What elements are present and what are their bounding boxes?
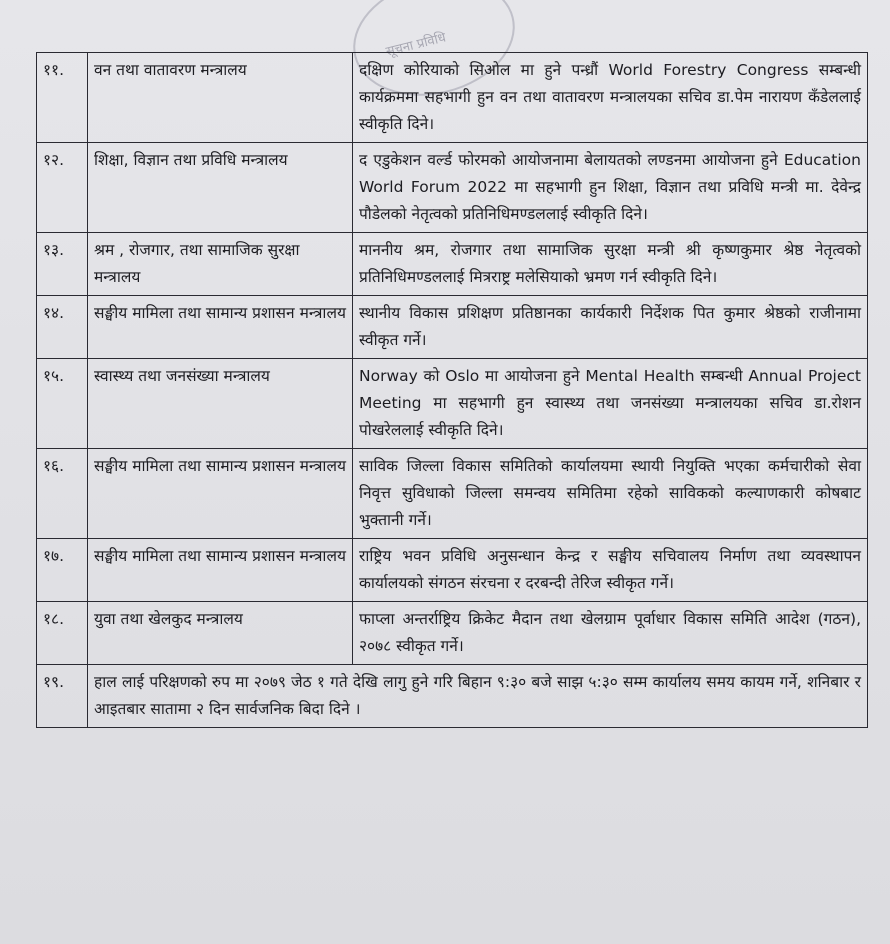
ministry-cell: युवा तथा खेलकुद मन्त्रालय: [88, 602, 353, 665]
decision-cell: साविक जिल्ला विकास समितिको कार्यालयमा स्थायी नियुक्ति भएका कर्मचारीको सेवा निवृत्त सुविधाको जिल्ला समन्वय समितिमा रहेको साविकको कल्याणकारी कोषबाट भुक्तानी गर्ने।: [353, 449, 868, 539]
ministry-cell: श्रम , रोजगार, तथा सामाजिक सुरक्षा मन्त्रालय: [88, 233, 353, 296]
decision-cell: Norway को Oslo मा आयोजना हुने Mental Health सम्बन्धी Annual Project Meeting मा सहभागी हुन स्वास्थ्य तथा जनसंख्या मन्त्रालयका सचिव डा.रोशन पोखरेललाई स्वीकृति दिने।: [353, 359, 868, 449]
table-row: [37, 539, 868, 602]
row-number: १३.: [37, 233, 88, 296]
decision-cell: माननीय श्रम, रोजगार तथा सामाजिक सुरक्षा मन्त्री श्री कृष्णकुमार श्रेष्ठ नेतृत्वको प्रतिनिधिमण्डललाई मित्रराष्ट्र मलेसियाको भ्रमण गर्न स्वीकृति दिने।: [353, 233, 868, 296]
table-row: [37, 53, 868, 143]
decision-cell: दक्षिण कोरियाको सिओल मा हुने पन्ध्रौं World Forestry Congress सम्बन्धी कार्यक्रममा सहभागी हुन वन तथा वातावरण मन्त्रालयका सचिव डा.पेम नारायण कँडेललाई स्वीकृति दिने।: [353, 53, 868, 143]
row-number: ११.: [37, 53, 88, 143]
decision-cell: द एडुकेशन वर्ल्ड फोरमको आयोजनामा बेलायतको लण्डनमा आयोजना हुने Education World Forum 2022 मा सहभागी हुन शिक्षा, विज्ञान तथा प्रविधि मन्त्री मा. देवेन्द्र पौडेलको नेतृत्वको प्रतिनिधिमण्डललाई स्वीकृति दिने।: [353, 143, 868, 233]
row-number: १९.: [37, 665, 88, 728]
table-row: [37, 143, 868, 233]
ministry-cell: शिक्षा, विज्ञान तथा प्रविधि मन्त्रालय: [88, 143, 353, 233]
decisions-table-body: [37, 53, 868, 728]
decision-cell: राष्ट्रिय भवन प्रविधि अनुसन्धान केन्द्र र सङ्घीय सचिवालय निर्माण तथा व्यवस्थापन कार्यालयको संगठन संरचना र दरबन्दी तेरिज स्वीकृत गर्ने।: [353, 539, 868, 602]
table-row: [37, 602, 868, 665]
stamp-text: सूचना प्रविधि: [384, 30, 448, 60]
row-number: १२.: [37, 143, 88, 233]
ministry-cell: स्वास्थ्य तथा जनसंख्या मन्त्रालय: [88, 359, 353, 449]
decisions-table: [36, 52, 868, 728]
table-row: [37, 665, 868, 728]
table-row: [37, 359, 868, 449]
ministry-cell: वन तथा वातावरण मन्त्रालय: [88, 53, 353, 143]
ministry-cell: सङ्घीय मामिला तथा सामान्य प्रशासन मन्त्रालय: [88, 449, 353, 539]
row-number: १६.: [37, 449, 88, 539]
table-row: [37, 296, 868, 359]
row-number: १८.: [37, 602, 88, 665]
table-row: [37, 233, 868, 296]
table-row: [37, 449, 868, 539]
row-number: १४.: [37, 296, 88, 359]
row-number: १५.: [37, 359, 88, 449]
ministry-cell: सङ्घीय मामिला तथा सामान्य प्रशासन मन्त्रालय: [88, 539, 353, 602]
decision-cell: फाप्ला अन्तर्राष्ट्रिय क्रिकेट मैदान तथा खेलग्राम पूर्वाधार विकास समिति आदेश (गठन), २०७८ स्वीकृत गर्ने।: [353, 602, 868, 665]
decision-cell-full-width: हाल लाई परिक्षणको रुप मा २०७९ जेठ १ गते देखि लागु हुने गरि बिहान ९:३० बजे साझ ५:३० सम्म कार्यालय समय कायम गर्ने, शनिबार र आइतबार सातामा २ दिन सार्वजनिक बिदा दिने ।: [88, 665, 868, 728]
row-number: १७.: [37, 539, 88, 602]
decision-cell: स्थानीय विकास प्रशिक्षण प्रतिष्ठानका कार्यकारी निर्देशक पित कुमार श्रेष्ठको राजीनामा स्वीकृत गर्ने।: [353, 296, 868, 359]
ministry-cell: सङ्घीय मामिला तथा सामान्य प्रशासन मन्त्रालय: [88, 296, 353, 359]
